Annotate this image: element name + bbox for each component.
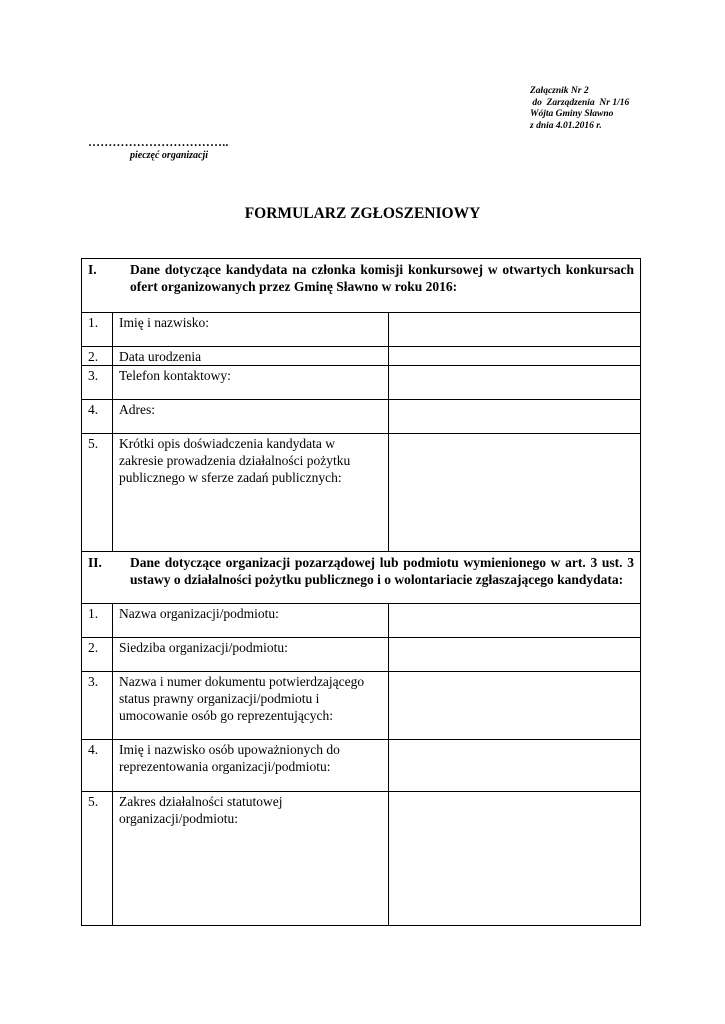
answer-field-phone[interactable] [389,366,641,400]
answer-field-organization-seat[interactable] [389,638,641,672]
answer-field-birth-date[interactable] [389,347,641,366]
annex-line: z dnia 4.01.2016 r. [530,120,602,131]
form-title: FORMULARZ ZGŁOSZENIOWY [244,205,481,222]
row-label: Siedziba organizacji/podmiotu: [113,638,389,672]
stamp-placeholder: …………………………….. [88,135,229,149]
answer-field-legal-document[interactable] [389,672,641,740]
annex-reference [530,86,629,132]
section-number: I. [88,262,97,277]
row-label: Zakres działalności statutowej organizacji/podmiotu: [113,792,389,926]
section-header [82,259,641,313]
section-header [82,552,641,604]
section-number: II. [88,555,102,570]
table-row [82,313,641,347]
table-row [82,740,641,792]
application-form-table [81,258,641,926]
table-row [82,400,641,434]
row-label: Imię i nazwisko: [113,313,389,347]
row-label: Telefon kontaktowy: [113,366,389,400]
row-number: 5. [82,792,113,926]
annex-line: Wójta Gminy Sławno [530,109,614,119]
row-number: 5. [82,434,113,552]
annex-line: Załącznik Nr 2 [530,86,589,96]
row-label: Krótki opis doświadczenia kandydata w zakresie prowadzenia działalności pożytku publicznego w sferze zadań publicznych: [113,434,389,552]
row-number: 1. [82,604,113,638]
table-row [82,347,641,366]
row-number: 2. [82,347,113,366]
row-number: 4. [82,740,113,792]
answer-field-statutory-scope[interactable] [389,792,641,926]
section-heading: Dane dotyczące organizacji pozarządowej lub podmiotu wymienionego w art. 3 ust. 3 ustawy o działalności pożytku publicznego i o wolontariacie zgłaszającego kandydata: [130,555,635,587]
answer-field-organization-name[interactable] [389,604,641,638]
table-row [82,792,641,926]
answer-field-experience[interactable] [389,434,641,552]
row-label: Nazwa i numer dokumentu potwierdzającego status prawny organizacji/podmiotu i umocowanie osób go reprezentujących: [113,672,389,740]
annex-line: do Zarządzenia Nr 1/16 [530,97,630,108]
row-number: 1. [82,313,113,347]
answer-field-full-name[interactable] [389,313,641,347]
row-label: Data urodzenia [113,347,389,366]
table-row [82,434,641,552]
table-row [82,672,641,740]
row-label: Adres: [113,400,389,434]
answer-field-representatives[interactable] [389,740,641,792]
section-heading: Dane dotyczące kandydata na członka komisji konkursowej w otwartych konkursach ofert organizowanych przez Gminę Sławno w roku 2016: [130,262,635,294]
table-row [82,366,641,400]
row-label: Imię i nazwisko osób upoważnionych do reprezentowania organizacji/podmiotu: [113,740,389,792]
stamp-label: pieczęć organizacji [130,150,209,161]
row-number: 4. [82,400,113,434]
answer-field-address[interactable] [389,400,641,434]
row-number: 3. [82,672,113,740]
row-number: 2. [82,638,113,672]
table-row [82,604,641,638]
row-number: 3. [82,366,113,400]
table-row [82,638,641,672]
row-label: Nazwa organizacji/podmiotu: [113,604,389,638]
